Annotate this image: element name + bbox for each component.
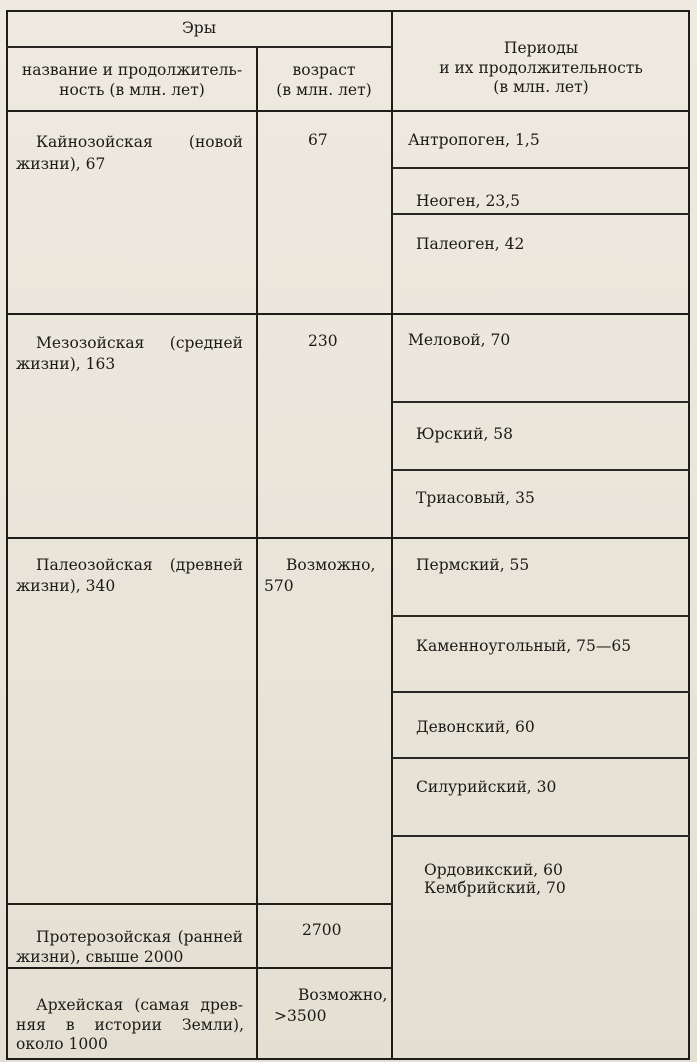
period-ordovician: Ордовикский, 60	[424, 861, 563, 879]
era-name-paleozoic-line1: Палеозойская (древней	[36, 556, 243, 574]
era-name-archean-line3: около 1000	[16, 1035, 108, 1053]
era-age-mesozoic: 230	[308, 332, 338, 350]
era-divider-2	[6, 537, 690, 539]
period-divider-paleozoic-4	[391, 835, 690, 837]
period-divider-paleozoic-1	[391, 615, 690, 617]
table-border-bottom	[6, 1058, 690, 1060]
header-periods-line1: Периоды	[503, 39, 579, 57]
era-age-proterozoic: 2700	[302, 921, 342, 939]
period-divider-cenozoic-2	[391, 213, 690, 215]
period-divider-paleozoic-2	[391, 691, 690, 693]
era-age-archean-line1: Возможно,	[298, 986, 388, 1004]
period-divider-cenozoic-1	[391, 167, 690, 169]
era-name-proterozoic-line1: Протерозойская (ранней	[36, 928, 243, 946]
era-name-archean-line2: няя в истории Земли),	[16, 1016, 244, 1034]
table-border-top	[6, 10, 690, 12]
period-triassic: Триасовый, 35	[416, 489, 535, 507]
period-divider-paleozoic-3	[391, 757, 690, 759]
header-age-line1: возраст	[292, 61, 356, 79]
period-jurassic: Юрский, 58	[416, 425, 514, 443]
era-name-cenozoic-line2: жизни), 67	[16, 155, 106, 173]
header-eras: Эры	[181, 19, 217, 37]
period-anthropogene: Антропоген, 1,5	[408, 131, 540, 149]
era-name-paleozoic-line2: жизни), 340	[16, 577, 116, 595]
era-name-archean-line1: Архейская (самая древ-	[36, 996, 243, 1014]
era-divider-3	[6, 903, 392, 905]
era-age-paleozoic-line2: 570	[264, 577, 294, 595]
period-divider-mesozoic-2	[391, 469, 690, 471]
period-cambrian: Кембрийский, 70	[424, 879, 566, 897]
period-divider-mesozoic-1	[391, 401, 690, 403]
header-era-name-line2: ность (в млн. лет)	[59, 81, 205, 99]
era-name-mesozoic-line1: Мезозойская (средней	[36, 334, 243, 352]
header-age-line2: (в млн. лет)	[276, 81, 372, 99]
period-carboniferous: Каменноугольный, 75—65	[416, 637, 632, 655]
period-paleogene: Палеоген, 42	[416, 235, 525, 253]
era-name-mesozoic-line2: жизни), 163	[16, 355, 116, 373]
era-age-archean-line2: >3500	[274, 1007, 327, 1025]
period-permian: Пермский, 55	[416, 556, 530, 574]
era-divider-1	[6, 313, 690, 315]
header-eras-underline	[6, 46, 392, 48]
period-silurian: Силурийский, 30	[416, 778, 557, 796]
header-era-name-line1: название и продолжитель-	[21, 61, 243, 79]
header-periods-line2: и их продолжительность	[439, 59, 643, 77]
header-periods-line3: (в млн. лет)	[493, 78, 589, 96]
geologic-eras-table	[6, 10, 690, 1060]
era-name-proterozoic-line2: жизни), свыше 2000	[16, 948, 184, 966]
period-devonian: Девонский, 60	[416, 718, 535, 736]
period-cretaceous: Меловой, 70	[408, 331, 511, 349]
header-bottom-rule	[6, 110, 690, 112]
period-neogene: Неоген, 23,5	[416, 192, 521, 210]
era-name-cenozoic-line1: Кайнозойская (новой	[36, 133, 243, 151]
era-age-cenozoic: 67	[308, 131, 328, 149]
column-divider-name-age	[256, 46, 258, 1060]
era-age-paleozoic-line1: Возможно,	[286, 556, 376, 574]
